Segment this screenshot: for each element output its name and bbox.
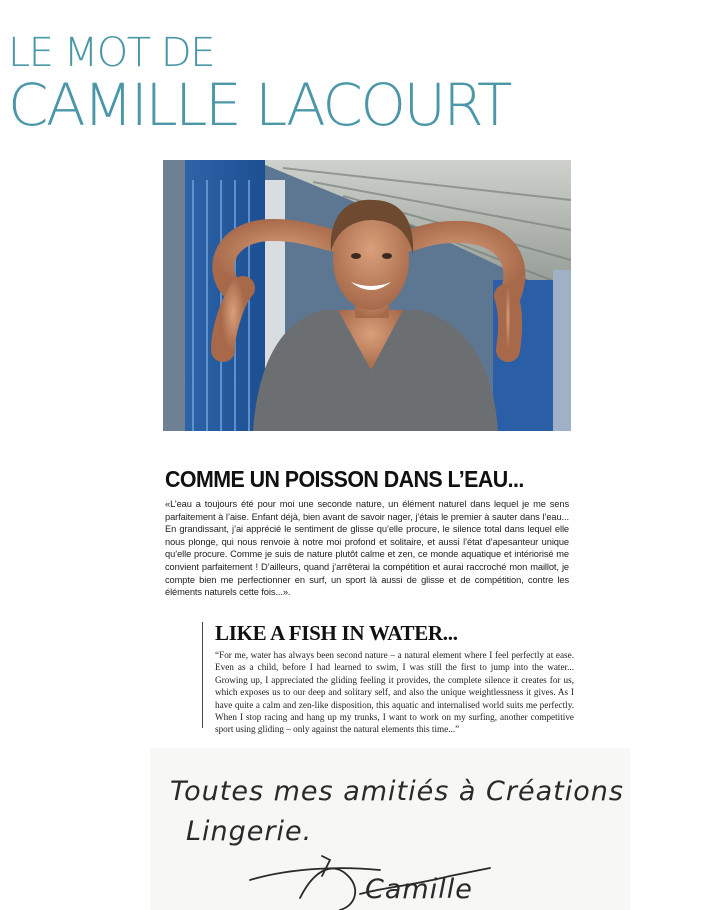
signature-line-1: Toutes mes amitiés à Créations [170, 776, 624, 807]
english-body: “For me, water has always been second nature – a natural element where I feel perfectly at ease. Even as a child, before I had learned to swim, I was still the first to jump into the water... Growing up, I appreciated the gliding feeling it provides, the complete silence it creates for us, which exposes us to our deep and solitary self, and also the unique weightlessness it gives. As I have quite a calm and zen-like disposition, this aquatic and internalised world suits me perfectly. When I stop racing and hang up my trunks, I want to work on my surfing, another competitive sport using gliding – only against the natural elements this time...” [215, 650, 574, 735]
headline-line-1: LE MOT DE [8, 30, 214, 77]
headline-line-2: CAMILLE LACOURT [8, 71, 510, 140]
portrait-photo [163, 160, 571, 431]
french-body: «L’eau a toujours été pour moi une seconde nature, un élément naturel dans lequel je me sens parfaitement à l’aise. Enfant déjà, bien avant de savoir nager, j’étais le premier à sauter dans l’eau... En grandissant, j’ai apprécié le sentiment de glisse qu’elle procure, le silence total dans lequel elle nous plonge, qui nous renvoie à notre moi profond et solitaire, et aussi l’état d’apesanteur unique qu’elle procure. Comme je suis de nature plutôt calme et zen, ce monde aquatique et intériorisé me convient parfaitement ! D’ailleurs, quand j’arrêterai la compétition et aurai raccroché mon maillot, je compte bien me perfectionner en surf, un sport là aussi de glisse et de compétition, contre les éléments naturels cette fois...». [165, 499, 569, 598]
signature-line-2: Lingerie. [186, 816, 313, 847]
page-headline [8, 30, 510, 140]
signature-name: Camille [365, 874, 473, 905]
english-block [202, 621, 574, 735]
english-title: LIKE A FISH IN WATER... [215, 621, 458, 645]
handwritten-signature [150, 748, 630, 910]
french-title: COMME UN POISSON DANS L’EAU... [165, 466, 524, 492]
